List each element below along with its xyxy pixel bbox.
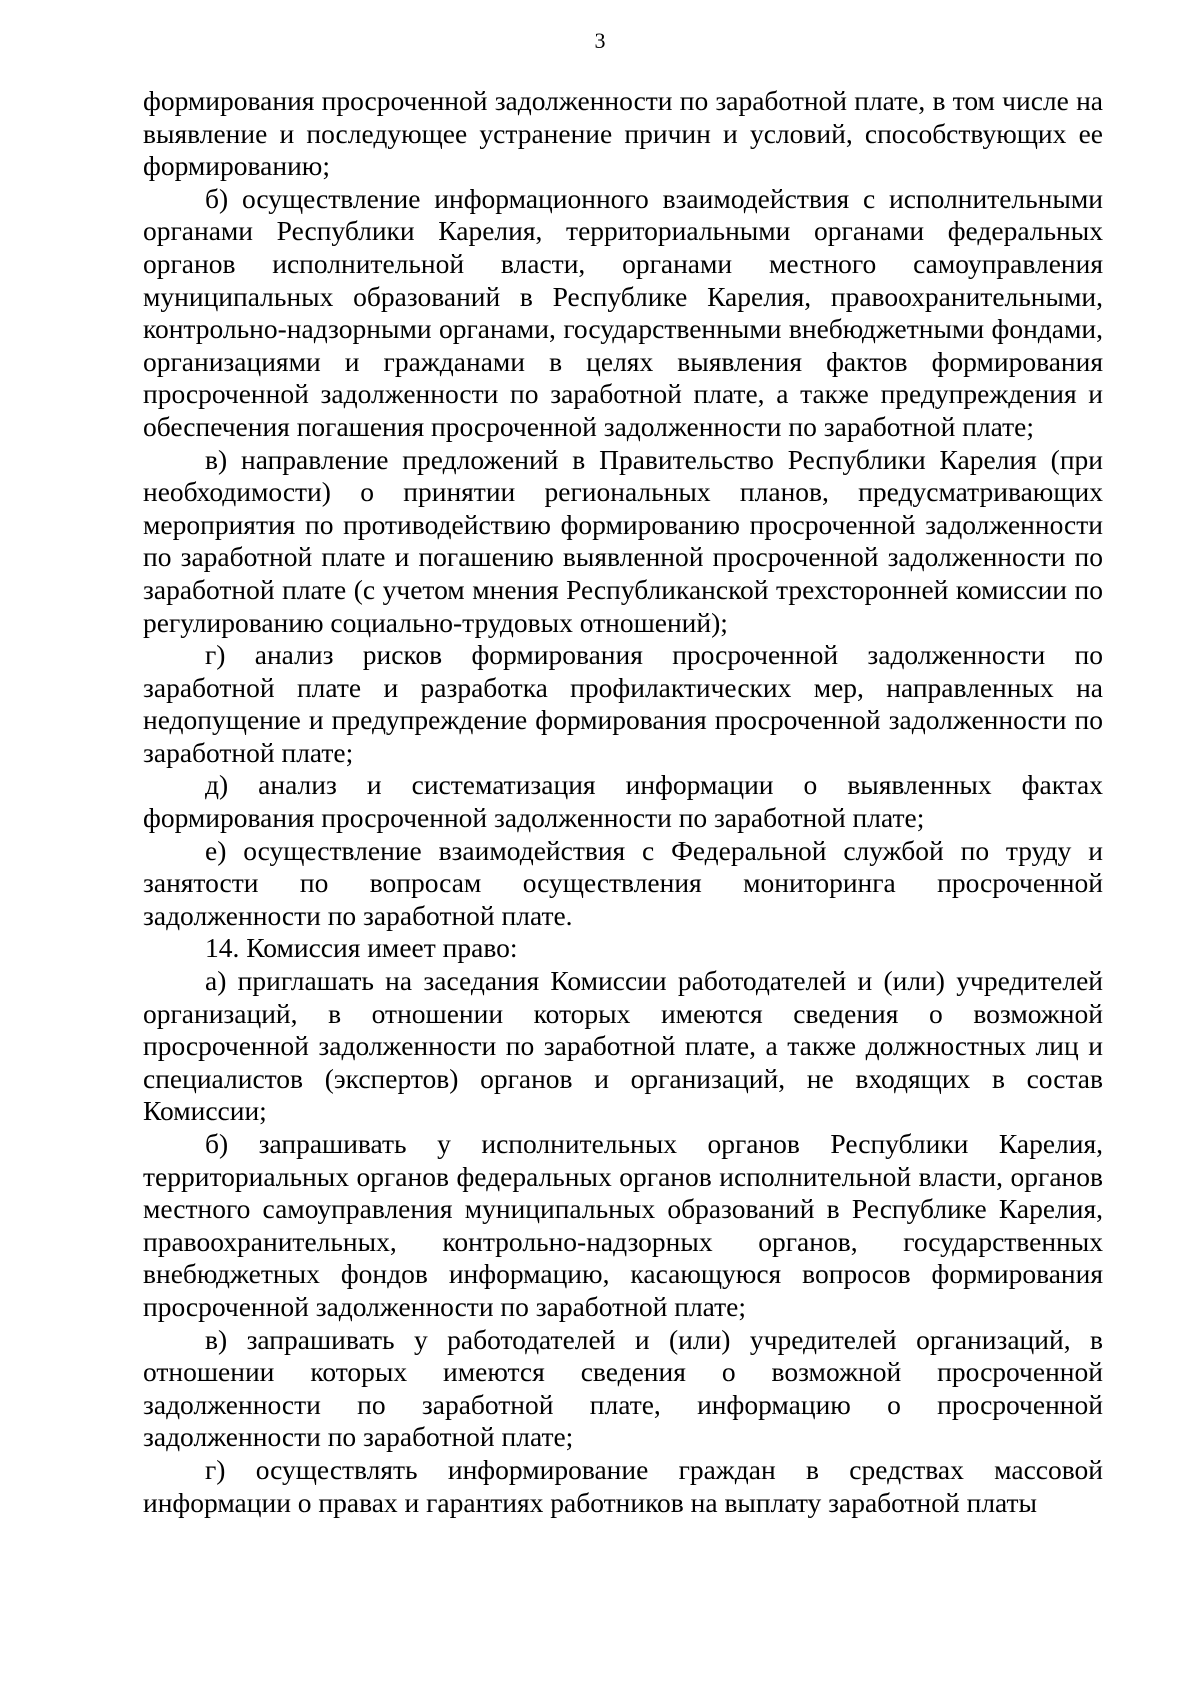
paragraph-right-b-request-authorities: б) запрашивать у исполнительных органов Республики Карелия, территориальных органов федеральных органов исполнительной власти, органов местного самоуправления муниципальных образований в Республике Карелия, правоохранительных, контрольно-надзорных органов, государственных внебюджетных фондов информацию, касающуюся вопросов формирования просроченной задолженности по заработной плате; bbox=[143, 1128, 1103, 1322]
paragraph-item-v-proposals: в) направление предложений в Правительство Республики Карелия (при необходимости) о принятии региональных планов, предусматривающих мероприятия по противодействию формированию просроченной задолженности по заработной плате и погашению выявленной просроченной задолженности по заработной плате (с учетом мнения Республиканской трехсторонней комиссии по регулированию социально-трудовых отношений); bbox=[143, 443, 1103, 638]
paragraph-continuation: формирования просроченной задолженности по заработной плате, в том числе на выявление и последующее устранение причин и условий, способствующих ее формированию; bbox=[143, 85, 1103, 182]
paragraph-item-b-interaction: б) осуществление информационного взаимодействия с исполнительными органами Республики Карелия, территориальными органами федеральных органов исполнительной власти, органами местного самоуправления муниципальных образований в Республике Карелия, правоохранительными, контрольно-надзорными органами, государственными внебюджетными фондами, организациями и гражданами в целях выявления фактов формирования просроченной задолженности по заработной плате, а также предупреждения и обеспечения погашения просроченной задолженности по заработной плате; bbox=[143, 182, 1103, 442]
paragraph-right-v-request-employers: в) запрашивать у работодателей и (или) учредителей организаций, в отношении которых имеются сведения о возможной просроченной задолженности по заработной плате, информацию о просроченной задолженности по заработной плате; bbox=[143, 1323, 1103, 1453]
paragraph-right-a-invite: а) приглашать на заседания Комиссии работодателей и (или) учредителей организаций, в отношении которых имеются сведения о возможной просроченной задолженности по заработной плате, а также должностных лиц и специалистов (экспертов) органов и организаций, не входящих в состав Комиссии; bbox=[143, 965, 1103, 1127]
paragraph-right-g-inform-citizens: г) осуществлять информирование граждан в средствах массовой информации о правах и гарантиях работников на выплату заработной платы bbox=[143, 1453, 1103, 1518]
paragraph-item-g-risk-analysis: г) анализ рисков формирования просроченной задолженности по заработной плате и разработка профилактических мер, направленных на недопущение и предупреждение формирования просроченной задолженности по заработной плате; bbox=[143, 639, 1103, 768]
document-body bbox=[143, 85, 1103, 1519]
page-number: 3 bbox=[594, 28, 606, 53]
section-heading-commission-rights: 14. Комиссия имеет право: bbox=[205, 932, 518, 964]
paragraph-item-d-systematization: д) анализ и систематизация информации о выявленных фактах формирования просроченной задолженности по заработной плате; bbox=[143, 769, 1103, 834]
paragraph-item-e-federal-service: е) осуществление взаимодействия с Федеральной службой по труду и занятости по вопросам осуществления мониторинга просроченной задолженности по заработной плате. bbox=[143, 834, 1103, 931]
